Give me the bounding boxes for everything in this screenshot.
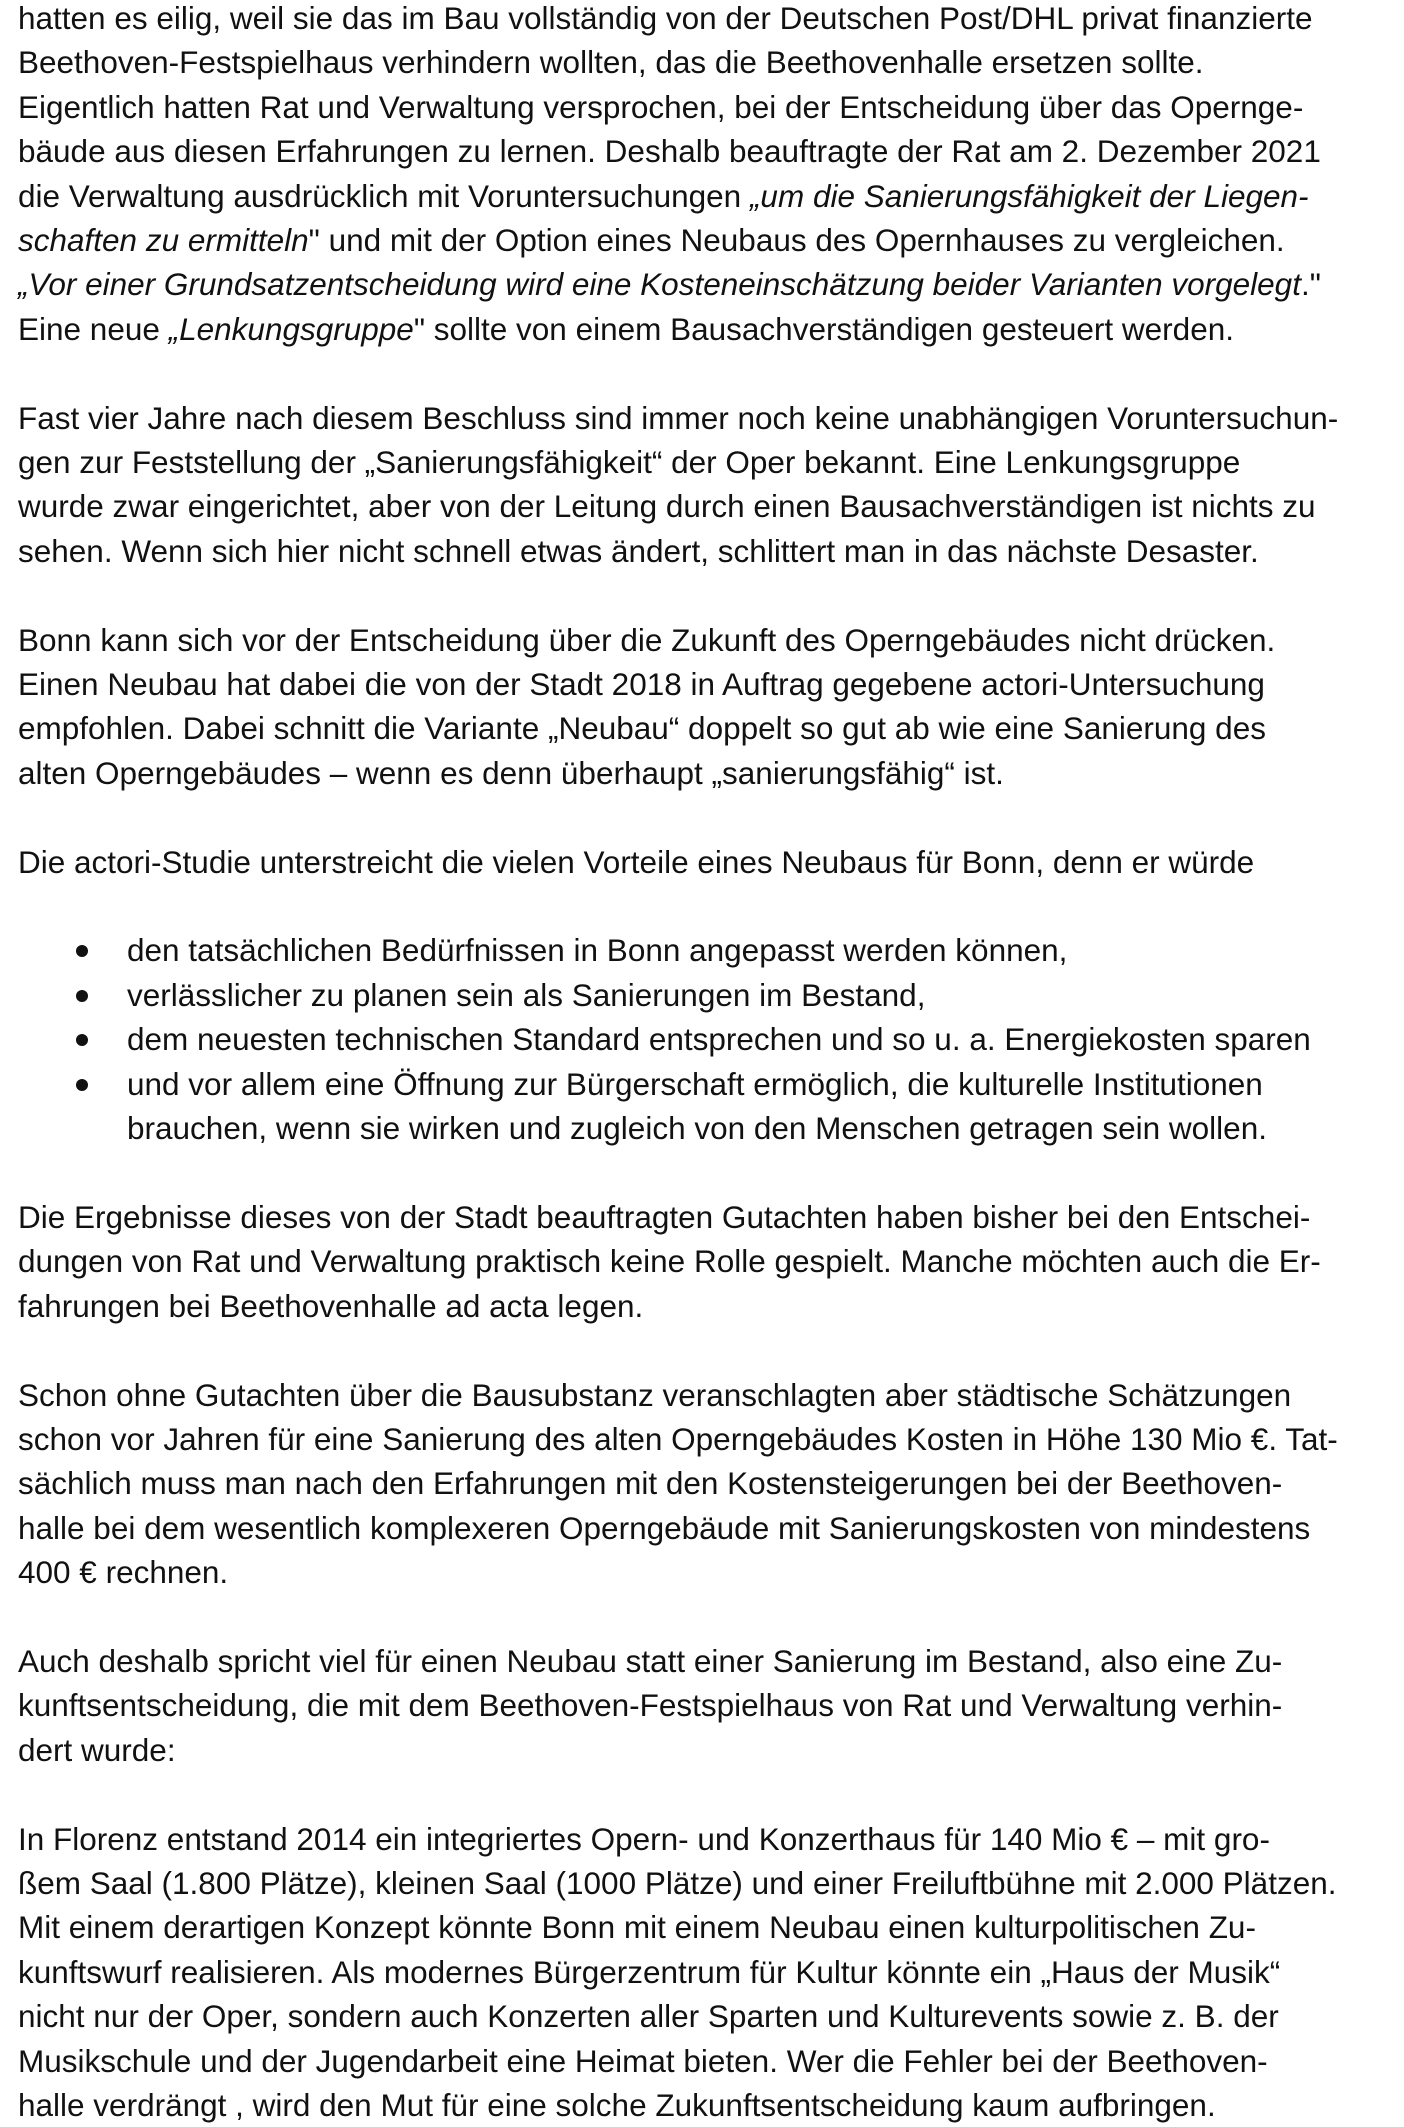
quote-italic: „Lenkungsgruppe [168, 310, 414, 347]
text-line: dungen von Rat und Verwaltung praktisch keine Rolle gespielt. Manche möchten auch die Er- [18, 1243, 1321, 1280]
text-line: schon vor Jahren für eine Sanierung des alten Operngebäudes Kosten in Höhe 130 Mio €. Tat- [18, 1420, 1338, 1457]
paragraph-actori-untersuchung [18, 618, 1390, 796]
text-line: ßem Saal (1.800 Plätze), kleinen Saal (1000 Plätze) und einer Freiluftbühne mit 2.000 Plätzen. [18, 1864, 1337, 1901]
text-line: sächlich muss man nach den Erfahrungen mit den Kostensteigerungen bei der Beethoven- [18, 1465, 1283, 1502]
text-line: nicht nur der Oper, sondern auch Konzerten aller Sparten und Kulturevents sowie z. B. der [18, 1998, 1279, 2035]
text-line: bäude aus diesen Erfahrungen zu lernen. Deshalb beauftragte der Rat am 2. Dezember 2021 [18, 133, 1321, 170]
list-item-text: dem neuesten technischen Standard entsprechen und so u. a. Energiekosten sparen [127, 1021, 1311, 1058]
text-line: fahrungen bei Beethovenhalle ad acta legen. [18, 1287, 644, 1324]
text-line: kunftswurf realisieren. Als modernes Bürgerzentrum für Kultur könnte ein „Haus der Musik“ [18, 1953, 1281, 1990]
text-line: ." [1300, 266, 1321, 303]
paragraph-zukunftsentscheidung [18, 1639, 1390, 1772]
bullet-icon [76, 1079, 88, 1091]
list-item-text: verlässlicher zu planen sein als Sanierungen im Bestand, [127, 976, 926, 1013]
paragraph-gutachten-ergebnisse [18, 1195, 1390, 1328]
text-line: Bonn kann sich vor der Entscheidung über die Zukunft des Operngebäudes nicht drücken. [18, 621, 1276, 658]
list-item-text: den tatsächlichen Bedürfnissen in Bonn angepasst werden können, [127, 932, 1068, 969]
list-item-text: und vor allem eine Öffnung zur Bürgerschaft ermöglich, die kulturelle Institutionen [127, 1065, 1263, 1102]
text-line: Musikschule und der Jugendarbeit eine Heimat bieten. Wer die Fehler bei der Beethoven- [18, 2042, 1268, 2079]
bullet-icon [76, 1034, 88, 1046]
text-line: Fast vier Jahre nach diesem Beschluss sind immer noch keine unabhängigen Voruntersuchun- [18, 399, 1339, 436]
bullet-icon [76, 990, 88, 1002]
paragraph-florenz [18, 1817, 1390, 2127]
text-line: dert wurde: [18, 1731, 176, 1768]
text-line: In Florenz entstand 2014 ein integriertes Opern- und Konzerthaus für 140 Mio € – mit gro- [18, 1820, 1270, 1857]
paragraph-actori-studie [18, 840, 1390, 884]
text-line: 400 € rechnen. [18, 1554, 229, 1591]
paragraph-voruntersuchungen [18, 396, 1390, 574]
quote-italic: „um die Sanierungsfähigkeit der Liegen- [749, 177, 1309, 214]
text-line: die Verwaltung ausdrücklich mit Voruntersuchungen [18, 177, 750, 214]
list-item [18, 1017, 1390, 1061]
text-line: empfohlen. Dabei schnitt die Variante „Neubau“ doppelt so gut ab wie eine Sanierung des [18, 710, 1266, 747]
list-item [18, 928, 1390, 972]
paragraph-festspielhaus [18, 0, 1390, 351]
quote-italic: „Vor einer Grundsatzentscheidung wird eine Kosteneinschätzung beider Varianten vorgelegt [18, 266, 1301, 303]
text-line: Eine neue [18, 310, 169, 347]
list-item-text: brauchen, wenn sie wirken und zugleich von den Menschen getragen sein wollen. [127, 1110, 1267, 1147]
text-line: Mit einem derartigen Konzept könnte Bonn mit einem Neubau einen kulturpolitischen Zu- [18, 1909, 1256, 1946]
text-line: " und mit der Option eines Neubaus des Opernhauses zu vergleichen. [308, 222, 1285, 259]
advantages-list [18, 928, 1390, 1150]
quote-italic: schaften zu ermitteln [18, 222, 309, 259]
text-line: Beethoven-Festspielhaus verhindern wollten, das die Beethovenhalle ersetzen sollte. [18, 44, 1204, 81]
text-line: hatten es eilig, weil sie das im Bau vollständig von der Deutschen Post/DHL privat finanzierte [18, 0, 1313, 36]
text-line: halle verdrängt , wird den Mut für eine solche Zukunftsentscheidung kaum aufbringen. [18, 2086, 1216, 2123]
text-line: wurde zwar eingerichtet, aber von der Leitung durch einen Bausachverständigen ist nichts zu [18, 488, 1316, 525]
document-page [18, 0, 1390, 2127]
text-line: " sollte von einem Bausachverständigen gesteuert werden. [413, 310, 1234, 347]
bullet-icon [76, 945, 88, 957]
text-line: alten Operngebäudes – wenn es denn überhaupt „sanierungsfähig“ ist. [18, 754, 1004, 791]
text-line: Einen Neubau hat dabei die von der Stadt 2018 in Auftrag gegebene actori-Untersuchung [18, 666, 1265, 703]
text-line: Die Ergebnisse dieses von der Stadt beauftragten Gutachten haben bisher bei den Entschei- [18, 1198, 1311, 1235]
text-line: Auch deshalb spricht viel für einen Neubau statt einer Sanierung im Bestand, also eine Zu- [18, 1642, 1283, 1679]
paragraph-sanierungskosten [18, 1373, 1390, 1595]
text-line: Die actori-Studie unterstreicht die vielen Vorteile eines Neubaus für Bonn, denn er würde [18, 843, 1255, 880]
text-line: gen zur Feststellung der „Sanierungsfähigkeit“ der Oper bekannt. Eine Lenkungsgruppe [18, 444, 1241, 481]
text-line: Schon ohne Gutachten über die Bausubstanz veranschlagten aber städtische Schätzungen [18, 1376, 1292, 1413]
text-line: kunftsentscheidung, die mit dem Beethoven-Festspielhaus von Rat und Verwaltung verhin- [18, 1687, 1283, 1724]
list-item [18, 973, 1390, 1017]
list-item [18, 1062, 1390, 1151]
text-line: sehen. Wenn sich hier nicht schnell etwas ändert, schlittert man in das nächste Desaster. [18, 532, 1259, 569]
text-line: halle bei dem wesentlich komplexeren Operngebäude mit Sanierungskosten von mindestens [18, 1509, 1311, 1546]
text-line: Eigentlich hatten Rat und Verwaltung versprochen, bei der Entscheidung über das Opernge- [18, 88, 1304, 125]
